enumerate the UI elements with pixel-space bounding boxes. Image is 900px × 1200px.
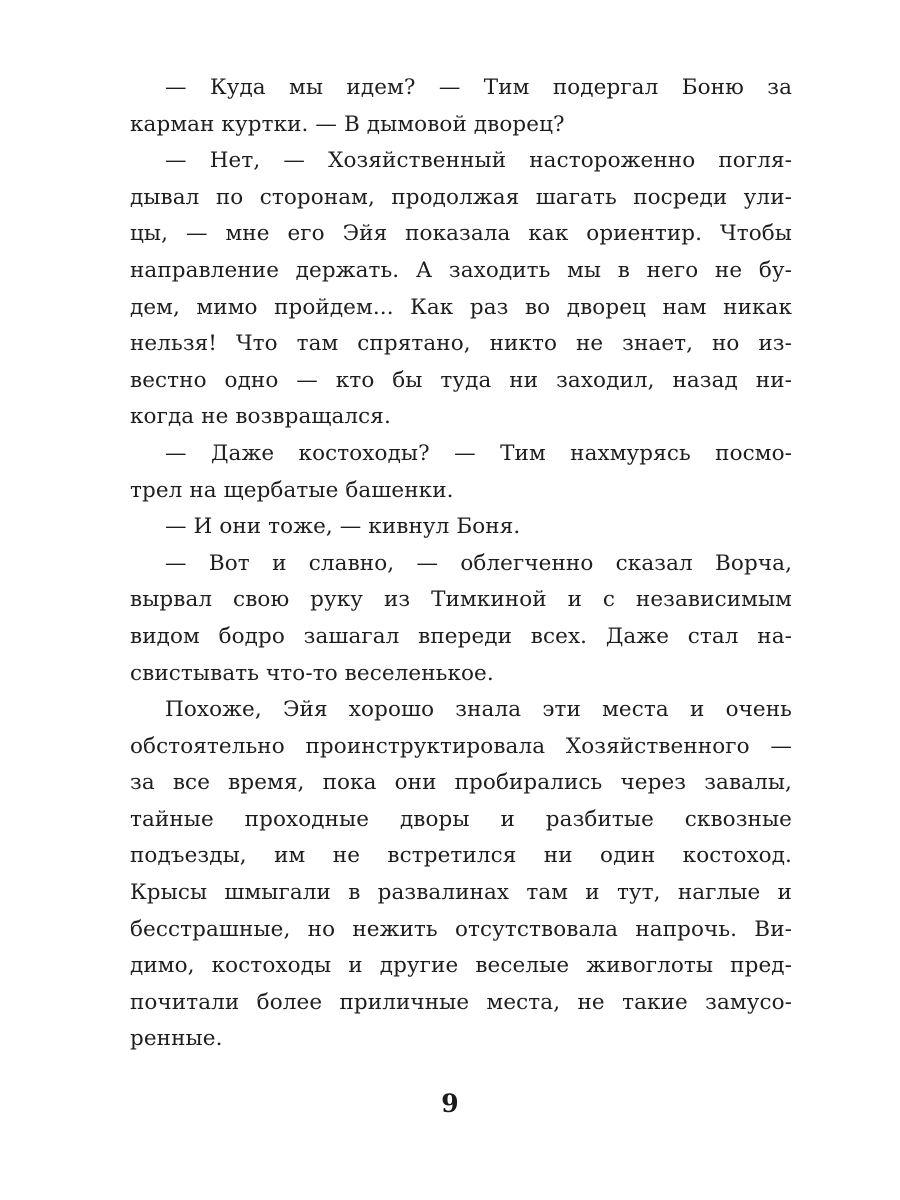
page-body — [130, 70, 792, 1058]
text-line: дывал по сторонам, продолжая шагать посреди ули- — [130, 184, 792, 210]
text-line: — Вот и славно, — облегченно сказал Ворча, — [165, 550, 792, 576]
text-line: — Куда мы идем? — Тим подергал Боню за — [165, 75, 792, 100]
paragraph — [130, 70, 792, 143]
paragraph — [130, 509, 792, 546]
text-line: вестно одно — кто бы туда ни заходил, назад ни- — [130, 367, 792, 393]
text-line: обстоятельно проинструктировала Хозяйственного — — [130, 733, 792, 759]
text-line: трел на щербатые башенки. — [130, 477, 454, 503]
text-line: Похоже, Эйя хорошо знала эти места и очень — [165, 697, 792, 723]
text-line: цы, — мне его Эйя показала как ориентир. Чтобы — [130, 221, 792, 247]
paragraph — [130, 143, 792, 436]
paragraph — [130, 436, 792, 509]
text-line: направление держать. А заходить мы в него не бу- — [130, 257, 792, 283]
text-line: почитали более приличные места, не такие замусо- — [130, 989, 792, 1015]
text-line: карман куртки. — В дымовой дворец? — [130, 111, 565, 137]
text-line: дем, мимо пройдем... Как раз во дворец нам никак — [130, 294, 792, 320]
paragraph — [130, 692, 792, 1058]
text-line: ренные. — [130, 1026, 223, 1052]
text-line: нельзя! Что там спрятано, никто не знает, но из- — [130, 331, 792, 357]
text-line: свистывать что-то веселенькое. — [130, 660, 494, 686]
text-line: за все время, пока они пробирались через завалы, — [130, 770, 792, 796]
text-line: тайные проходные дворы и разбитые сквозные — [130, 806, 792, 832]
text-line: — Даже костоходы? — Тим нахмурясь посмо- — [165, 440, 792, 466]
text-line: Крысы шмыгали в развалинах там и тут, наглые и — [130, 880, 792, 906]
text-line: когда не возвращался. — [130, 404, 391, 430]
text-line: димо, костоходы и другие веселые живоглоты пред- — [130, 953, 792, 979]
text-line: — Нет, — Хозяйственный настороженно погля- — [165, 148, 792, 174]
text-line: вырвал свою руку из Тимкиной и с независимым — [130, 587, 792, 613]
paragraph — [130, 546, 792, 692]
text-line: бесстрашные, но нежить отсутствовала напрочь. Ви- — [130, 916, 792, 942]
text-line: видом бодро зашагал впереди всех. Даже стал на- — [130, 623, 792, 649]
page-number: 9 — [441, 1089, 459, 1118]
text-line: подъезды, им не встретился ни один костоход. — [130, 843, 792, 869]
text-line: — И они тоже, — кивнул Боня. — [165, 514, 521, 540]
